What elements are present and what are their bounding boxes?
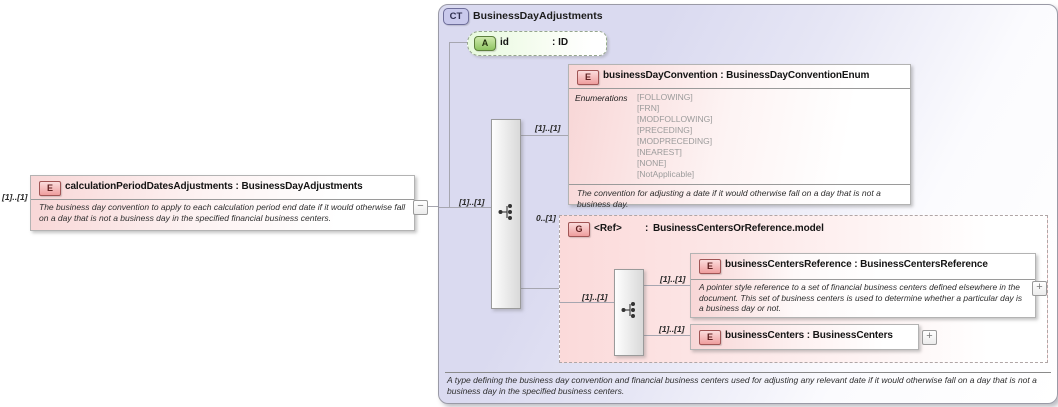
- group-name: <Ref>: [594, 223, 622, 234]
- tree-line: [449, 42, 450, 208]
- element-title-row: [691, 254, 1035, 279]
- element-businessCenters[interactable]: [690, 324, 919, 350]
- enumerations-section: [569, 88, 910, 184]
- element-businessCentersReference[interactable]: [690, 253, 1036, 318]
- element-type: : BusinessCenters: [804, 330, 893, 341]
- enumerations-label: Enumerations: [575, 93, 628, 103]
- element-annotation: A pointer style reference to a set of financial business centers defined elsewhere in the document. This set of business centers is used to determine whether a particular day is a business day or not.: [691, 279, 1035, 314]
- choice-cardinality: [1]..[1]: [582, 292, 608, 302]
- businessDayConvention-cardinality: [1]..[1]: [535, 123, 561, 133]
- enumeration-value: [NotApplicable]: [637, 169, 695, 179]
- enumeration-value: [FRN]: [637, 103, 660, 113]
- group-type-separator: :: [645, 223, 649, 234]
- element-title-row: [31, 176, 414, 199]
- element-name: businessDayConvention : BusinessDayConventionEnum: [603, 70, 870, 81]
- complex-type-annotation: A type defining the business day convention and financial business centers used for adjusting any relevant date if it would otherwise fall on a day that is not a business day in the specified business centers.: [447, 375, 1037, 396]
- group-cardinality: 0..[1]: [536, 213, 556, 223]
- complex-type-title: BusinessDayAdjustments: [473, 10, 603, 22]
- element-type: : BusinessCentersReference: [851, 259, 988, 270]
- businessCentersReference-cardinality: [1]..[1]: [660, 274, 686, 284]
- choice-icon: [620, 300, 638, 325]
- element-businessDayConvention[interactable]: [568, 64, 911, 209]
- collapse-icon[interactable]: −: [413, 200, 428, 215]
- attribute-name: id: [500, 37, 509, 48]
- element-annotation: The business day convention to apply to each calculation period end date if it would otherwise fall on a day that is not a business day in the specified financial business centers.: [31, 199, 414, 224]
- tree-line: [642, 285, 690, 286]
- complex-type-BusinessDayAdjustments[interactable]: [438, 4, 1058, 404]
- group-type: BusinessCentersOrReference.model: [653, 223, 824, 234]
- enumeration-value: [MODFOLLOWING]: [637, 114, 713, 124]
- tree-line: [439, 207, 492, 208]
- element-name: businessCenters : BusinessCenters: [725, 330, 893, 341]
- tree-line: [642, 335, 690, 336]
- enumeration-value: [FOLLOWING]: [637, 92, 693, 102]
- element-annotation: The convention for adjusting a date if it would otherwise fall on a day that is not a business day.: [569, 184, 910, 210]
- attribute-type: : ID: [552, 37, 569, 48]
- element-badge: E: [699, 259, 721, 274]
- tree-line: [519, 135, 568, 136]
- element-title-row: [569, 65, 910, 88]
- expand-icon[interactable]: +: [1032, 281, 1047, 296]
- enumeration-value: [MODPRECEDING]: [637, 136, 713, 146]
- tree-line: [560, 302, 615, 303]
- sequence-connector[interactable]: [491, 119, 521, 309]
- complex-type-badge: CT: [443, 8, 469, 25]
- businessCenters-cardinality: [1]..[1]: [659, 324, 685, 334]
- sequence-icon: [497, 202, 515, 227]
- element-type: : BusinessDayAdjustments: [232, 181, 363, 192]
- enumeration-value: [NEAREST]: [637, 147, 682, 157]
- tree-line: [519, 288, 559, 289]
- sequence-cardinality: [1]..[1]: [459, 197, 485, 207]
- enumeration-value: [PRECEDING]: [637, 125, 693, 135]
- element-type: : BusinessDayConventionEnum: [717, 70, 870, 81]
- choice-connector[interactable]: [614, 269, 644, 356]
- element-badge: E: [699, 330, 721, 345]
- element-name: businessCentersReference : BusinessCentersReference: [725, 259, 988, 270]
- attribute-id[interactable]: [467, 31, 607, 56]
- element-badge: E: [39, 181, 61, 196]
- element-name: calculationPeriodDatesAdjustments : BusinessDayAdjustments: [65, 181, 363, 192]
- element-title-row: [691, 325, 918, 348]
- element-badge: E: [577, 70, 599, 85]
- group-BusinessCentersOrReference-model[interactable]: [559, 215, 1048, 363]
- attribute-badge: A: [474, 36, 496, 51]
- group-badge: G: [568, 222, 590, 237]
- enumeration-value: [NONE]: [637, 158, 667, 168]
- expand-icon[interactable]: +: [922, 330, 937, 345]
- enumeration-values: [637, 92, 910, 180]
- element-calculationPeriodDatesAdjustments[interactable]: [30, 175, 415, 231]
- root-element-cardinality: [1]..[1]: [2, 192, 28, 202]
- tree-line: [449, 42, 467, 43]
